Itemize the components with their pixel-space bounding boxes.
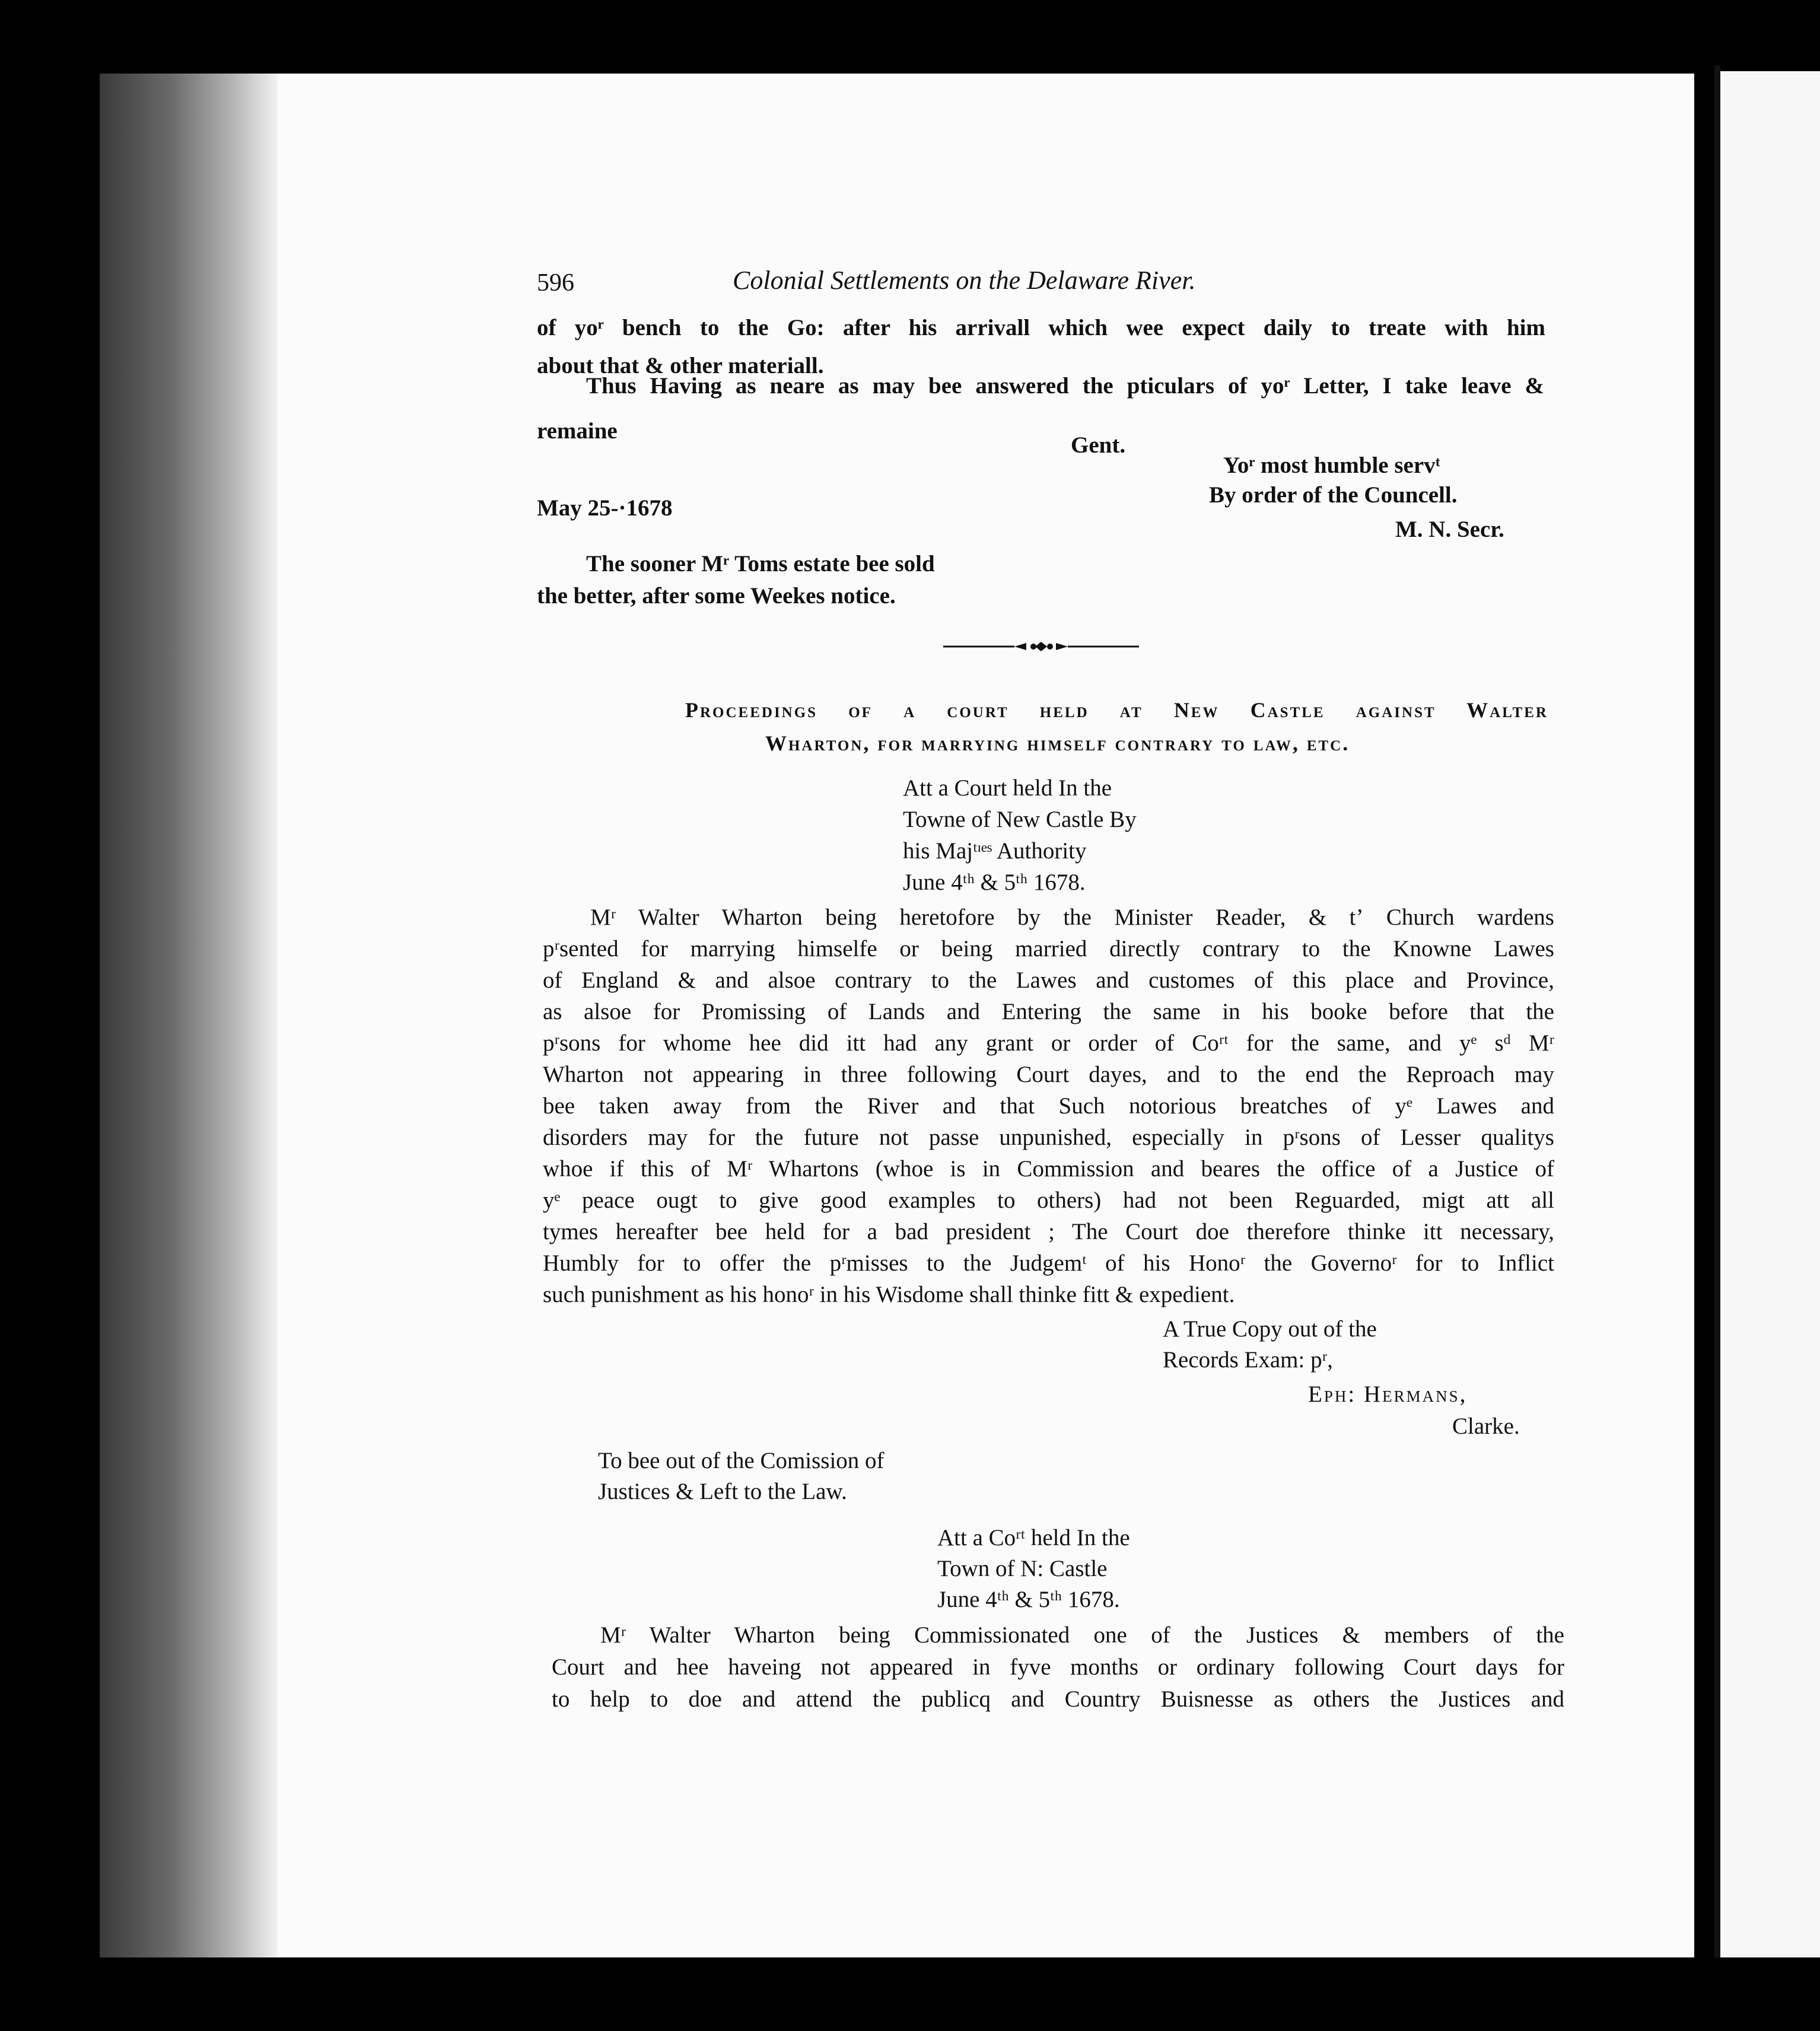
letter-line-2: about that & other materiall.: [537, 353, 824, 378]
para1-line-2: pʳsented for marrying himselfe or being married directly contrary to the Knowne Lawes: [543, 936, 1554, 962]
para1-line-13: such punishment as his honoʳ in his Wisdome shall thinke fitt & expedient.: [543, 1282, 1235, 1307]
court2-heading-line-3: June 4ᵗʰ & 5ᵗʰ 1678.: [937, 1587, 1120, 1612]
running-title: Colonial Settlements on the Delaware River.: [733, 266, 1196, 295]
para1-line-11: tymes hereafter bee held for a bad president ; The Court doe therefore thinke itt necessary,: [543, 1219, 1554, 1244]
para1-line-7: bee taken away from the River and that Such notorious breatches of yᵉ Lawes and: [543, 1093, 1554, 1119]
salutation: Gent.: [1071, 432, 1126, 458]
postscript-line-1: The sooner Mʳ Toms estate bee sold: [586, 551, 935, 577]
next-page-edge-line: [1714, 65, 1720, 1957]
attest-line-1: A True Copy out of the: [1163, 1316, 1377, 1342]
para1-line-3: of England & and alsoe contrary to the Lawes and customes of this place and Province,: [543, 967, 1554, 993]
note-line-1: To bee out of the Comission of: [598, 1448, 884, 1473]
signature-line-3: M. N. Secr.: [1395, 517, 1504, 542]
note-line-2: Justices & Left to the Law.: [598, 1479, 847, 1504]
para2-line-3: to help to doe and attend the publicq and Country Buisnesse as others the Justices and: [552, 1686, 1564, 1712]
signature-line-1: Yoʳ most humble servᵗ: [1223, 453, 1440, 478]
page-number: 596: [537, 269, 574, 297]
court2-heading-line-1: Att a Coʳᵗ held In the: [937, 1525, 1130, 1551]
signature-line-2: By order of the Councell.: [1209, 482, 1458, 508]
court2-heading-line-2: Town of N: Castle: [937, 1556, 1108, 1581]
attest-clerk-title: Clarke.: [1452, 1414, 1520, 1439]
para1-line-9: whoe if this of Mʳ Whartons (whoe is in Commission and beares the office of a Justice of: [543, 1156, 1554, 1182]
para1-line-1: Mʳ Walter Wharton being heretofore by the Minister Reader, & tʼ Church wardens: [590, 905, 1554, 930]
letter-line-4: remaine: [537, 418, 618, 444]
letter-line-3: Thus Having as neare as may bee answered the pticulars of yoʳ Letter, I take leave &: [586, 373, 1544, 399]
letter-line-1: of yoʳ bench to the Go: after his arrivall which wee expect daily to treate with him: [537, 315, 1545, 340]
page-gutter-shadow: [100, 74, 278, 1957]
attest-line-2: Records Exam: pʳ,: [1163, 1347, 1333, 1373]
section-heading-line-2: Wharton, for marrying himself contrary to law, etc.: [765, 731, 1350, 755]
section-ornament: [943, 639, 1139, 654]
court1-heading-line-4: June 4ᵗʰ & 5ᵗʰ 1678.: [903, 870, 1086, 895]
para2-line-1: Mʳ Walter Wharton being Commissionated one of the Justices & members of the: [600, 1622, 1564, 1648]
court1-heading-line-1: Att a Court held In the: [903, 775, 1112, 801]
court1-heading-line-3: his Majᵗᶦᵉˢ Authority: [903, 838, 1087, 864]
letter-date: May 25-·1678: [537, 495, 673, 521]
para1-line-6: Wharton not appearing in three following Court dayes, and to the end the Reproach may: [543, 1062, 1554, 1087]
section-heading-line-1: Proceedings of a court held at New Castle against Walter: [685, 698, 1548, 722]
para1-line-4: as alsoe for Promissing of Lands and Entering the same in his booke before that the: [543, 999, 1554, 1024]
court1-heading-line-2: Towne of New Castle By: [903, 807, 1137, 832]
para1-line-8: disorders may for the future not passe unpunished, especially in pʳsons of Lesser qualitys: [543, 1125, 1554, 1150]
postscript-line-2: the better, after some Weekes notice.: [537, 583, 896, 609]
para1-line-10: yᵉ peace ougt to give good examples to others) had not been Reguarded, migt att all: [543, 1188, 1554, 1213]
para1-line-12: Humbly for to offer the pʳmisses to the Judgemᵗ of his Honoʳ the Governoʳ for to Inflict: [543, 1250, 1554, 1276]
para1-line-5: pʳsons for whome hee did itt had any grant or order of Coʳᵗ for the same, and yᵉ sᵈ Mʳ: [543, 1030, 1554, 1056]
attest-clerk-name: Eph: Hermans,: [1308, 1381, 1468, 1407]
para2-line-2: Court and hee haveing not appeared in fyve months or ordinary following Court days for: [552, 1654, 1564, 1680]
next-page-edge: [1720, 71, 1820, 1957]
